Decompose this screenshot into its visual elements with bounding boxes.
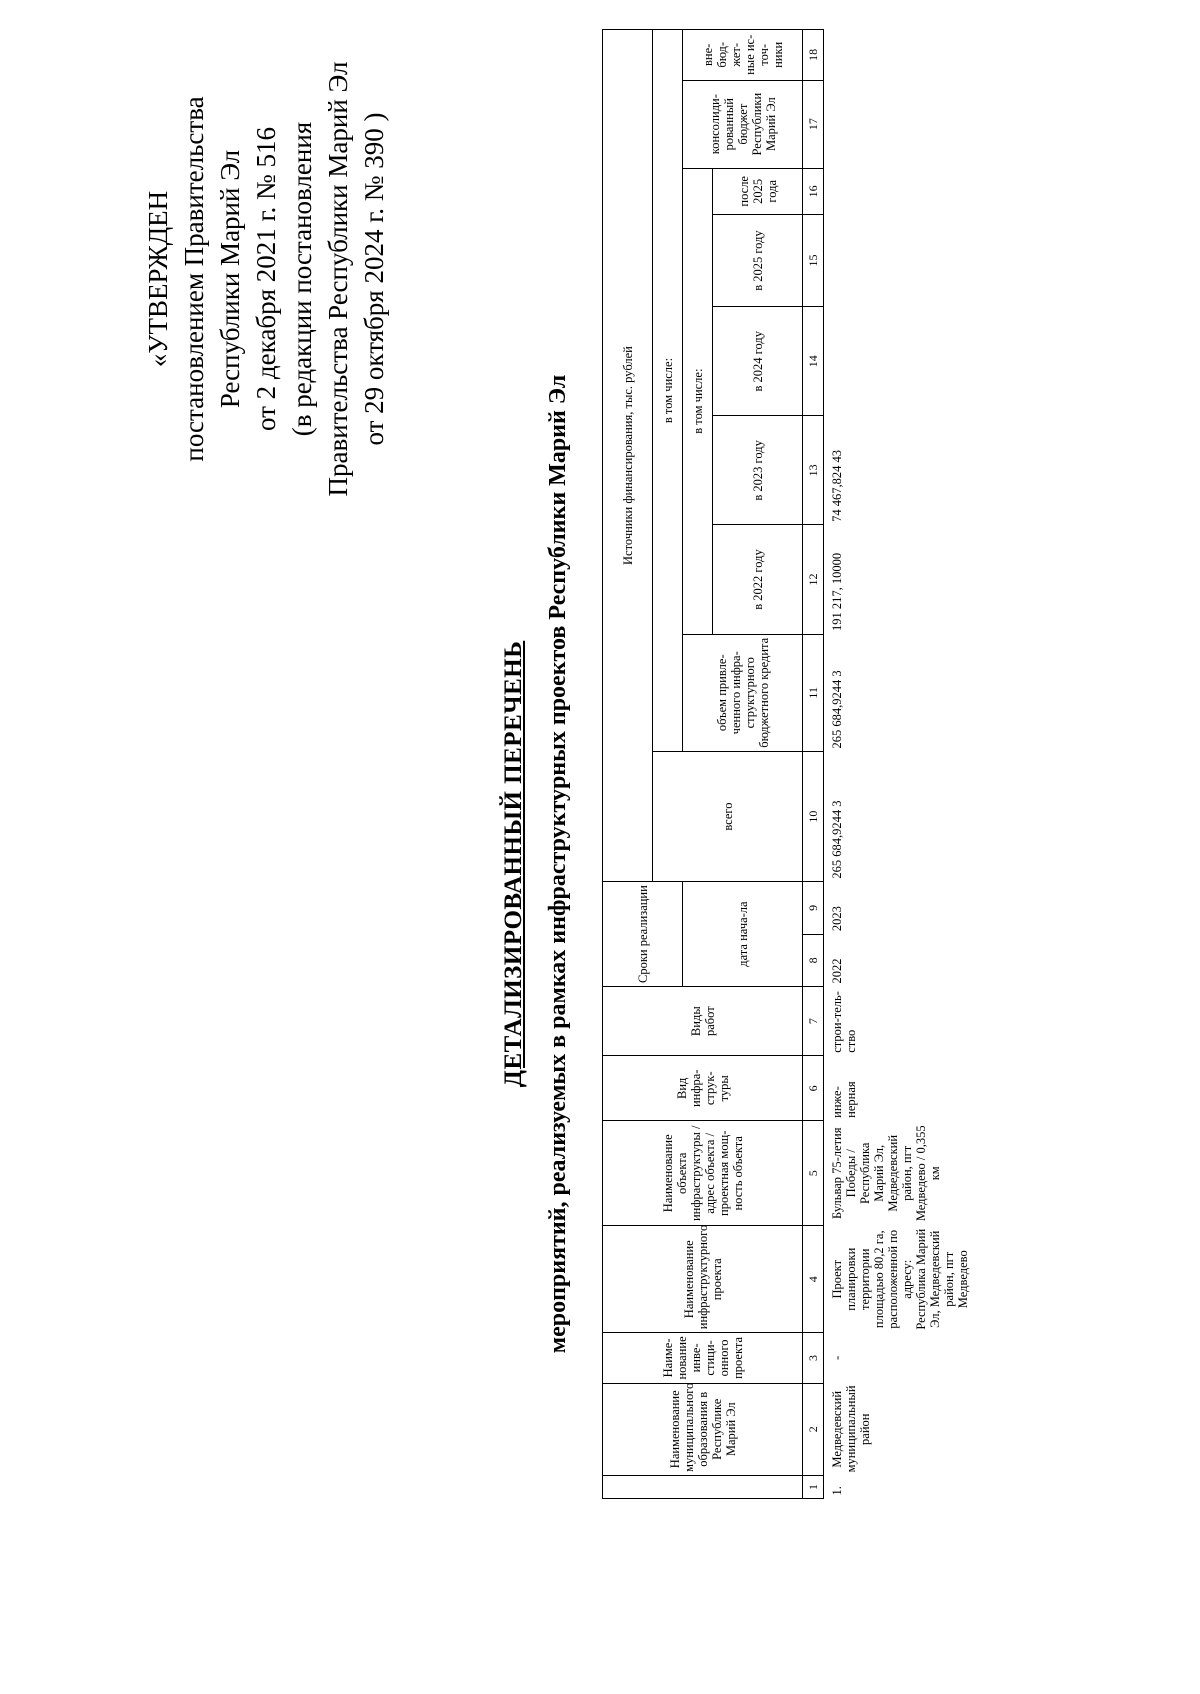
header-y2022: в 2022 году xyxy=(713,525,803,634)
col-number: 5 xyxy=(803,1121,824,1226)
header-incl2: в том числе: xyxy=(683,168,713,634)
row-y2024 xyxy=(824,307,977,416)
approval-line: постановлением Правительства xyxy=(179,96,209,462)
col-number: 17 xyxy=(803,80,824,168)
column-numbers-row xyxy=(803,30,824,1499)
approval-line: «УТВЕРЖДЕН xyxy=(143,190,173,368)
row-y2023: 74 467,824 43 xyxy=(830,450,844,522)
col-number: 11 xyxy=(803,634,824,752)
row-object: Бульвар 75-летия Победы / Республика Марий Эл, Медведевский район, пгт Медведево / 0,355 км xyxy=(830,1125,942,1222)
projects-table xyxy=(602,29,976,1499)
row-municipality: Медведевский муниципальный район xyxy=(830,1385,872,1473)
col-number: 3 xyxy=(803,1333,824,1383)
approval-line: от 29 октября 2024 г. № 390 ) xyxy=(359,112,389,446)
approval-line: от 2 декабря 2021 г. № 516 xyxy=(251,126,281,432)
header-extrabudget: вне-бюд-жет-ные ис-точ-ники xyxy=(683,30,803,81)
header-terms: Сроки реализации xyxy=(603,882,683,987)
col-number: 7 xyxy=(803,987,824,1056)
row-consolidated xyxy=(824,80,977,168)
approval-line: (в редакции постановления xyxy=(287,121,317,437)
row-invest-project: - xyxy=(830,1355,844,1361)
col-number: 10 xyxy=(803,752,824,882)
header-start-date: дата нача-ла xyxy=(683,882,803,987)
row-work-type: строи-тель-ство xyxy=(830,991,858,1053)
approval-stamp xyxy=(140,9,392,549)
header-after2025: после 2025 года xyxy=(713,168,803,214)
row-total: 265 684,9244 3 xyxy=(830,800,844,879)
row-extrabudget xyxy=(824,30,977,81)
row-after2025 xyxy=(824,168,977,214)
col-number: 18 xyxy=(803,30,824,81)
header-y2023: в 2023 году xyxy=(713,416,803,525)
col-number: 12 xyxy=(803,525,824,634)
col-number: 9 xyxy=(803,882,824,934)
row-credit: 265 684,9244 3 xyxy=(830,670,844,749)
col-number: 15 xyxy=(803,214,824,306)
col-number: 1 xyxy=(803,1475,824,1498)
approval-line: Республики Марий Эл xyxy=(215,149,245,409)
header-total: всего xyxy=(653,752,803,882)
col-number: 2 xyxy=(803,1383,824,1475)
header-funding: Источники финансирования, тыс. рублей xyxy=(603,30,653,882)
row-end: 2023 xyxy=(830,906,844,932)
header-object: Наименование объекта инфраструктуры / адрес объекта / проектная мощ-ность объекта xyxy=(603,1121,803,1226)
header-work-type: Виды работ xyxy=(603,987,803,1056)
header-incl1: в том числе: xyxy=(653,30,683,752)
row-y2025 xyxy=(824,214,977,306)
approval-line: Правительства Республики Марий Эл xyxy=(323,61,353,497)
header-infra-project: Наименование инфраструктурного проекта xyxy=(603,1226,803,1333)
document-subtitle: мероприятий, реализуемых в рамках инфраструктурных проектов Республики Марий Эл xyxy=(545,374,571,1354)
header-invest-project: Наиме-нование инве-стици-онного проекта xyxy=(603,1333,803,1383)
row-num: 1. xyxy=(830,1486,844,1496)
header-infra-type: Вид инфра-струк-туры xyxy=(603,1056,803,1121)
row-infra-project: Проект планировки территории площадью 80,2 га, расположенной по адресу: Республика Марий Эл, Медведевский район, пгт Медведево xyxy=(830,1228,970,1330)
header-y2024: в 2024 году xyxy=(713,307,803,416)
row-start: 2022 xyxy=(830,958,844,984)
col-number: 16 xyxy=(803,168,824,214)
header-y2025: в 2025 году xyxy=(713,214,803,306)
document-title: ДЕТАЛИЗИРОВАННЫЙ ПЕРЕЧЕНЬ xyxy=(500,640,527,1088)
header-municipality: Наименование муниципального образования в Республике Марий Эл xyxy=(603,1383,803,1475)
header-consolidated: консолиди-рованный бюджет Республики Марий Эл xyxy=(683,80,803,168)
col-number: 8 xyxy=(803,934,824,986)
col-number: 14 xyxy=(803,307,824,416)
col-number: 4 xyxy=(803,1226,824,1333)
table-row xyxy=(824,30,977,1499)
row-infra-type: инже-нерная xyxy=(830,1081,858,1118)
header-credit: объем привле-ченного инфра-структурного бюджетного кредита xyxy=(683,634,803,752)
col-number: 6 xyxy=(803,1056,824,1121)
col-number: 13 xyxy=(803,416,824,525)
row-y2022: 191 217, 10000 xyxy=(830,552,844,632)
header-cell-num xyxy=(603,1475,803,1498)
